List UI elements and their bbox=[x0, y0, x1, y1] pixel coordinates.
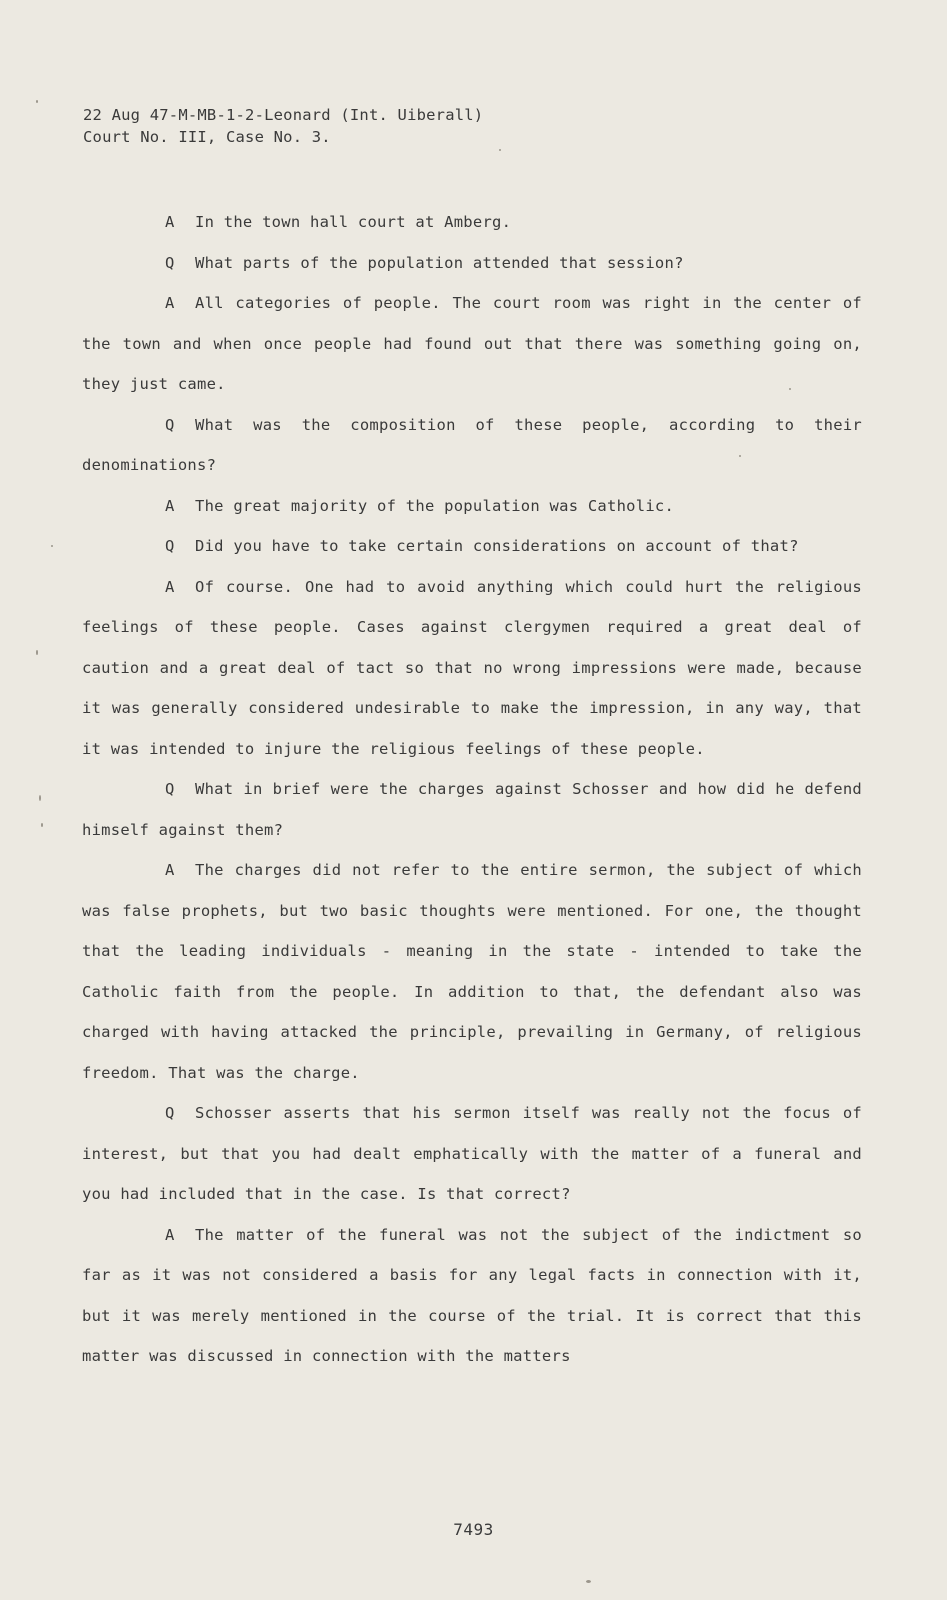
speaker-label: A bbox=[165, 1225, 175, 1244]
transcript-paragraph bbox=[82, 1215, 862, 1377]
paper-speck bbox=[36, 100, 38, 103]
header-line-date-reference: 22 Aug 47-M-MB-1-2-Leonard (Int. Uiberall) bbox=[83, 106, 484, 124]
paper-speck bbox=[36, 650, 38, 655]
transcript-paragraph bbox=[82, 486, 862, 527]
transcript-paragraph bbox=[82, 1093, 862, 1215]
transcript-paragraph bbox=[82, 567, 862, 770]
paper-speck bbox=[789, 388, 791, 390]
transcript-paragraph bbox=[82, 202, 862, 243]
transcript-paragraph bbox=[82, 405, 862, 486]
speaker-label: A bbox=[165, 294, 175, 312]
transcript-paragraph bbox=[82, 850, 862, 1093]
paragraph-text: All categories of people. The court room was right in the center of the town and when once people had found out that there was something going on, they just came. bbox=[82, 294, 862, 393]
speaker-label: Q bbox=[165, 780, 175, 798]
paper-speck bbox=[41, 823, 43, 827]
paragraph-text: Schosser asserts that his sermon itself was really not the focus of interest, but that you had dealt emphatically with the matter of a funeral and you had included that in the case. Is that correct? bbox=[82, 1104, 862, 1203]
paper-speck bbox=[39, 795, 41, 801]
transcript-paragraph bbox=[82, 769, 862, 850]
paragraph-text: The charges did not refer to the entire sermon, the subject of which was false prophets, but two basic thoughts were mentioned. For one, the thought that the leading individuals - meaning in the state - intended to take the Catholic faith from the people. In addition to that, the defendant also was charged with having attacked the principle, prevailing in Germany, of religious freedom. That was the charge. bbox=[82, 861, 862, 1082]
transcript-paragraph bbox=[82, 526, 862, 567]
page-number: 7493 bbox=[453, 1520, 494, 1539]
paragraph-text: The matter of the funeral was not the subject of the indictment so far as it was not considered a basis for any legal facts in connection with it, but it was merely mentioned in the course of the trial. It is correct that this matter was discussed in connection with the matters bbox=[82, 1225, 862, 1365]
paper-speck bbox=[51, 545, 53, 547]
header-line-court-case: Court No. III, Case No. 3. bbox=[83, 128, 331, 146]
paragraph-text: What in brief were the charges against Schosser and how did he defend himself against them? bbox=[82, 780, 862, 839]
paragraph-text: Did you have to take certain considerations on account of that? bbox=[195, 537, 799, 555]
speaker-label: Q bbox=[165, 415, 175, 434]
paper-speck bbox=[499, 149, 501, 151]
paragraph-text: In the town hall court at Amberg. bbox=[195, 213, 512, 231]
paragraph-text: What parts of the population attended that session? bbox=[195, 253, 684, 272]
speaker-label: Q bbox=[165, 537, 175, 555]
document-header bbox=[83, 104, 483, 148]
speaker-label: A bbox=[165, 213, 175, 231]
speaker-label: Q bbox=[165, 1104, 175, 1122]
speaker-label: A bbox=[165, 577, 175, 596]
paper-speck bbox=[739, 455, 741, 457]
paragraph-text: Of course. One had to avoid anything which could hurt the religious feelings of these people. Cases against clergymen required a great deal of caution and a great deal of tact so that no wrong impressions were made, because it was generally considered undesirable to make the impression, in any way, that it was intended to injure the religious feelings of these people. bbox=[82, 577, 862, 758]
transcript-paragraph bbox=[82, 283, 862, 405]
transcript-body bbox=[82, 202, 862, 1377]
transcript-paragraph bbox=[82, 243, 862, 284]
paper-speck bbox=[586, 1580, 591, 1583]
paragraph-text: The great majority of the population was Catholic. bbox=[195, 496, 675, 515]
speaker-label: A bbox=[165, 496, 175, 515]
paragraph-text: What was the composition of these people, according to their denominations? bbox=[82, 415, 862, 474]
speaker-label: Q bbox=[165, 253, 175, 272]
speaker-label: A bbox=[165, 861, 175, 879]
